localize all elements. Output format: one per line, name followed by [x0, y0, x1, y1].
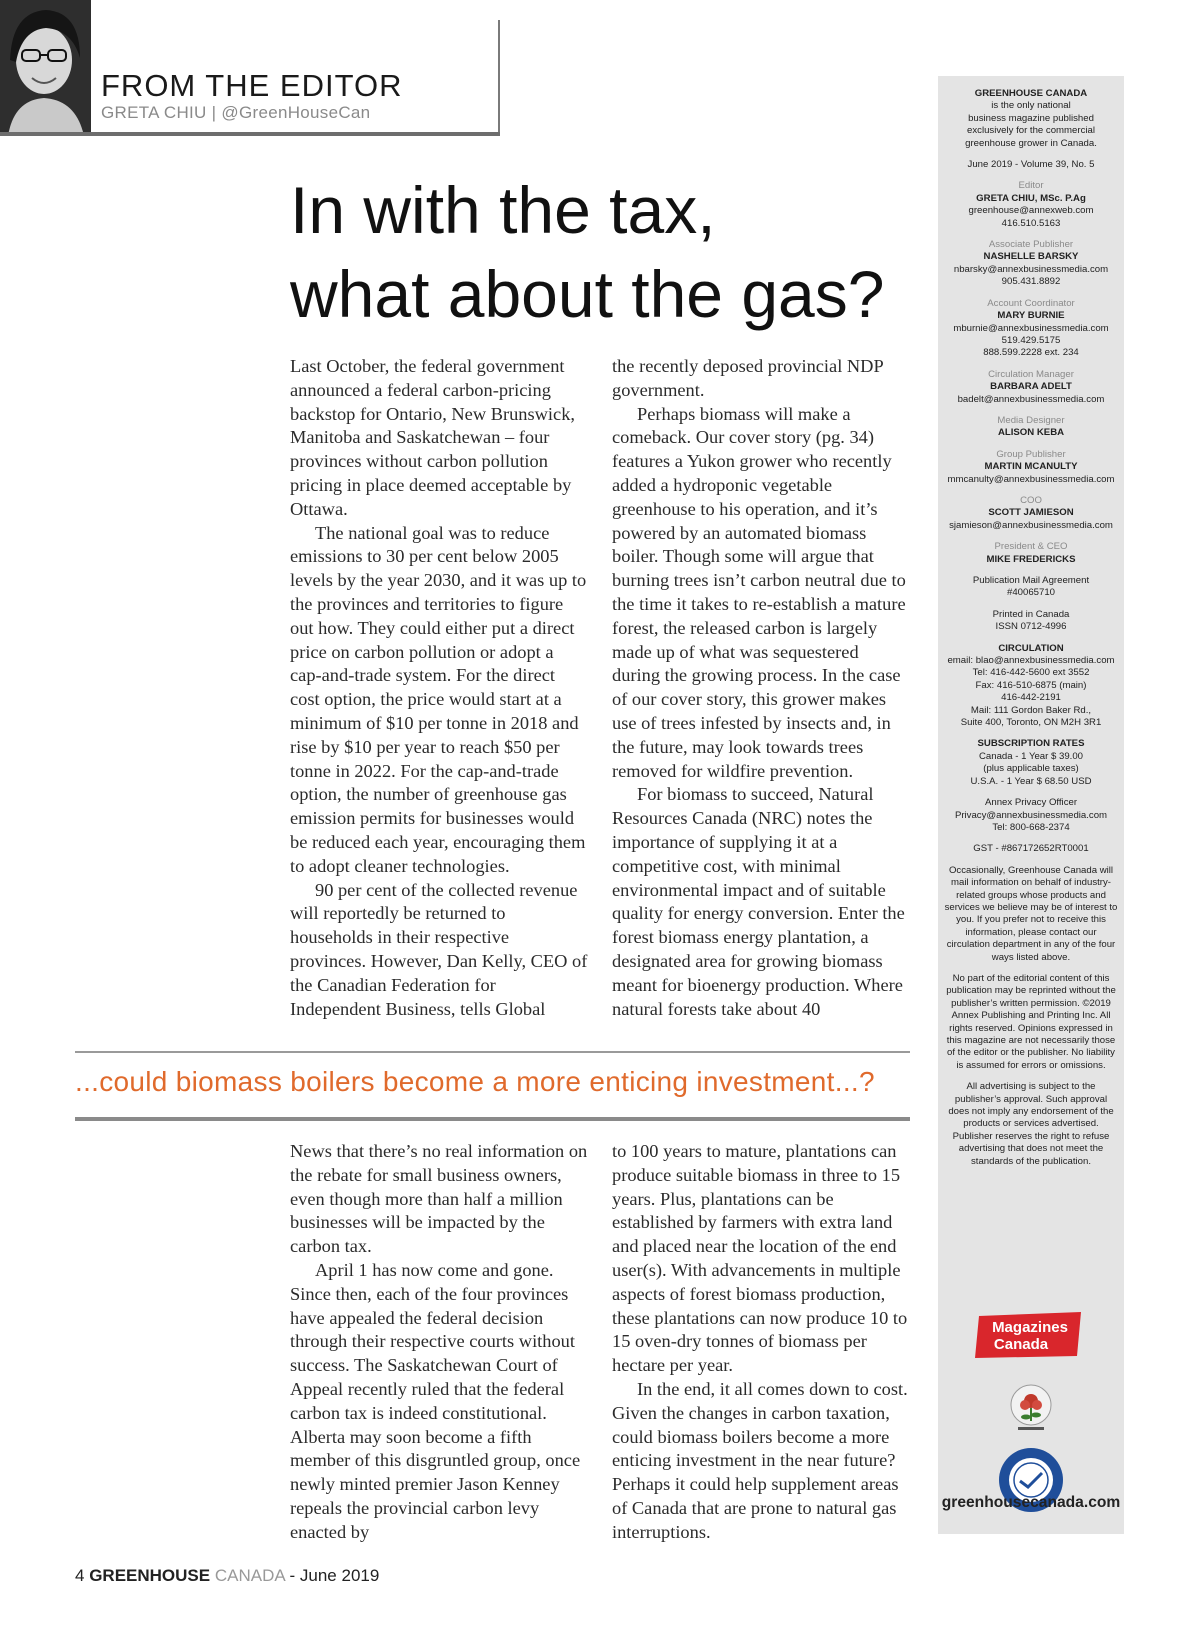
circulation-line: Fax: 416-510-6875 (main): [975, 679, 1087, 691]
headline-line-1: In with the tax,: [290, 173, 716, 247]
circulation-title: CIRCULATION: [998, 642, 1064, 654]
paragraph: to 100 years to mature, plantations can produce suitable biomass in three to 15 years. Plus, plantations can be established by farmers with extra land and placed near the location of the end user(s). With advancements in multiple aspects of forest biomass production, these plantations can now produce 10 to 15 oven-dry tonnes of biomass per hectare per year.: [612, 1141, 908, 1376]
staff-role: President & CEO: [994, 541, 1068, 553]
subscription-line: U.S.A. - 1 Year $ 68.50 USD: [970, 775, 1092, 787]
staff-media-designer: [938, 415, 1124, 440]
staff-contact: greenhouse@annexweb.com: [968, 205, 1094, 217]
privacy-officer: [938, 797, 1124, 834]
article-column-1: [290, 355, 588, 1021]
staff-name: MARTIN MCANULTY: [984, 461, 1078, 473]
flowers-canada-growers-logo: [1006, 1379, 1056, 1435]
paragraph: News that there’s no real information on the rebate for small business owners, even though more than half a million businesses will be impacted by the carbon tax.: [290, 1141, 588, 1257]
paragraph: Last October, the federal government announced a federal carbon-pricing backstop for Ontario, New Brunswick, Manitoba and Saskatchewan – four provinces without carbon pollution pricing in place deemed acceptable by Ottawa.: [290, 356, 575, 519]
headline: [290, 168, 930, 336]
subscription-rates: [938, 738, 1124, 788]
staff-president: [938, 541, 1124, 566]
paragraph: For biomass to succeed, Natural Resources Canada (NRC) notes the importance of supplying it at a competitive cost, with minimal environmental impact and of suitable quality for energy conversion. Enter the forest biomass energy plantation, a designated area for growing biomass meant for bioenergy production. Where natural forests take about 40: [612, 784, 905, 1019]
staff-editor: [938, 180, 1124, 230]
section-title: FROM THE EDITOR: [101, 68, 403, 103]
staff-name: NASHELLE BARSKY: [983, 251, 1079, 263]
staff-name: GRETA CHIU, MSc. P.Ag: [976, 192, 1086, 204]
copyright-notice: No part of the editorial content of this publication may be reprinted without the publisher’s written permission. ©2019 Annex Publishing and Printing Inc. All rights reserved. Opinions expressed in this magazine are not necessarily those of the editor or the publisher. No liability is assumed for errors or omissions.: [946, 972, 1116, 1071]
masthead-title: GREENHOUSE CANADA: [974, 88, 1088, 99]
subscription-line: (plus applicable taxes): [983, 763, 1079, 775]
magazines-canada-logo: [975, 1312, 1085, 1358]
staff-name: BARBARA ADELT: [990, 381, 1072, 393]
staff-contact: mmcanulty@annexbusinessmedia.com: [947, 473, 1115, 485]
gst-number: GST - #867172652RT0001: [973, 843, 1089, 855]
masthead-issue: June 2019 - Volume 39, No. 5: [967, 159, 1095, 171]
masthead-intro-line: business magazine published: [968, 112, 1094, 124]
masthead-intro-line: is the only national: [991, 100, 1071, 112]
header-divider-horizontal: [0, 132, 500, 136]
masthead-sidebar: [938, 76, 1124, 1534]
staff-contact: 416.510.5163: [1001, 217, 1061, 229]
headline-line-2: what about the gas?: [290, 257, 885, 331]
privacy-line: Annex Privacy Officer: [984, 797, 1078, 809]
advertising-notice: All advertising is subject to the publisher’s approval. Such approval does not imply any endorsement of the products or services advertised. Publisher reserves the right to refuse advertising that does not meet the standards of the publication.: [948, 1081, 1114, 1167]
article-column-2: [612, 355, 910, 1021]
mail-notice: Occasionally, Greenhouse Canada will mail information on behalf of industry-related groups whose products and services we believe may be of interest to you. If you prefer not to receive this information, please contact our circulation department in any of the four ways listed above.: [944, 864, 1118, 963]
pullquote-rule-bottom: [75, 1117, 910, 1121]
privacy-line: Privacy@annexbusinessmedia.com: [954, 809, 1108, 821]
staff-name: ALISON KEBA: [997, 427, 1065, 439]
masthead-intro: [938, 88, 1124, 150]
staff-coo: [938, 495, 1124, 532]
mail-line: Publication Mail Agreement: [972, 575, 1090, 586]
staff-role: Group Publisher: [996, 448, 1066, 460]
printed-info: [938, 609, 1124, 634]
staff-group-publisher: [938, 449, 1124, 486]
masthead-intro-line: greenhouse grower in Canada.: [965, 137, 1097, 149]
staff-role: Circulation Manager: [988, 368, 1074, 380]
paragraph: The national goal was to reduce emissions to 30 per cent below 2005 levels by the year 2030, and it was up to the provinces and territories to figure out how. They could either put a direct price on carbon pollution or adopt a cap-and-trade system. For the direct cost option, the price would start at a minimum of $10 per tonne in 2018 and rise by $10 per year to reach $50 per tonne in 2022. For the cap-and-trade option, the number of greenhouse gas emission permits for businesses would be reduced each year, encouraging them to adopt cleaner technologies.: [290, 522, 587, 876]
staff-circulation-manager: [938, 369, 1124, 406]
staff-account-coordinator: [938, 298, 1124, 360]
circulation-line: Tel: 416-442-5600 ext 3552: [972, 667, 1090, 679]
canada-logo-word: Canada: [993, 1336, 1049, 1353]
footer-mag-name-bold: GREENHOUSE: [89, 1566, 211, 1585]
footer-mag-name-light: CANADA: [214, 1566, 285, 1585]
paragraph: April 1 has now come and gone. Since then, each of the four provinces have appealed the federal decision through their respective courts without success. The Saskatchewan Court of Appeal recently ruled that the federal carbon tax is indeed constitutional. Alberta may soon become a fifth member of this disgruntled group, once newly minted premier Jason Kenney repeals the provincial carbon levy enacted by: [290, 1259, 581, 1542]
subscription-title: SUBSCRIPTION RATES: [977, 738, 1085, 750]
paragraph: the recently deposed provincial NDP government.: [612, 356, 884, 400]
staff-associate-publisher: [938, 239, 1124, 289]
staff-role: COO: [1020, 494, 1042, 506]
staff-role: Editor: [1018, 180, 1044, 192]
privacy-line: Tel: 800-668-2374: [992, 821, 1070, 833]
pullquote: ...could biomass boilers become a more enticing investment...?: [75, 1066, 875, 1097]
header-divider-vertical: [498, 20, 500, 134]
footer-date: - June 2019: [289, 1566, 380, 1585]
circulation-line: 416-442-2191: [1001, 692, 1061, 704]
staff-contact: 519.429.5175: [1001, 334, 1061, 346]
staff-contact: nbarsky@annexbusinessmedia.com: [953, 263, 1109, 275]
staff-name: SCOTT JAMIESON: [988, 507, 1074, 519]
page-number: 4: [75, 1566, 85, 1585]
staff-contact: mburnie@annexbusinessmedia.com: [953, 322, 1109, 334]
staff-role: Media Designer: [997, 414, 1065, 426]
article-column-3: [290, 1140, 588, 1545]
paragraph: 90 per cent of the collected revenue will reportedly be returned to households in their respective provinces. However, Dan Kelly, CEO of the Canadian Federation for Independent Business, tells Global: [290, 879, 588, 1019]
staff-role: Account Coordinator: [987, 297, 1075, 309]
staff-contact: 888.599.2228 ext. 234: [983, 347, 1079, 359]
masthead-intro-line: exclusively for the commercial: [967, 125, 1095, 137]
page-footer: [75, 1566, 379, 1586]
circulation-line: email: blao@annexbusinessmedia.com: [947, 655, 1115, 667]
website-link[interactable]: greenhousecanada.com: [941, 1494, 1121, 1511]
magazines-logo-word: Magazines: [992, 1319, 1068, 1336]
staff-name: MARY BURNIE: [997, 310, 1065, 322]
circulation-line: Suite 400, Toronto, ON M2H 3R1: [960, 717, 1102, 729]
editor-photo: [0, 0, 91, 136]
editor-byline: GRETA CHIU | @GreenHouseCan: [101, 103, 371, 122]
staff-contact: badelt@annexbusinessmedia.com: [957, 393, 1105, 405]
publication-mail: [938, 575, 1124, 600]
subscription-line: Canada - 1 Year $ 39.00: [978, 750, 1084, 762]
staff-contact: sjamieson@annexbusinessmedia.com: [949, 519, 1113, 531]
paragraph: In the end, it all comes down to cost. Given the changes in carbon taxation, could biomass boilers become a more enticing investment in the near future? Perhaps it could help supplement areas of Canada that are prone to natural gas interruptions.: [612, 1378, 908, 1542]
pullquote-rule-top: [75, 1051, 910, 1053]
mail-line: #40065710: [1006, 587, 1056, 599]
paragraph: Perhaps biomass will make a comeback. Our cover story (pg. 34) features a Yukon grower who recently added a hydroponic vegetable greenhouse to his operation, and it’s powered by an automated biomass boiler. Though some will argue that burning trees isn’t carbon neutral due to the time it takes to re-establish a mature forest, the released carbon is largely made up of what was sequestered during the growing process. In the case of our cover story, this grower makes use of trees infested by insects and, in the future, may look towards trees removed for wildfire prevention.: [612, 403, 906, 781]
staff-name: MIKE FREDERICKS: [986, 553, 1076, 565]
staff-contact: 905.431.8892: [1001, 276, 1061, 288]
circulation-line: Mail: 111 Gordon Baker Rd.,: [970, 704, 1092, 716]
printed-line: ISSN 0712-4996: [995, 621, 1067, 633]
circulation-info: [938, 643, 1124, 730]
staff-role: Associate Publisher: [988, 239, 1074, 251]
printed-line: Printed in Canada: [992, 608, 1070, 620]
article-column-4: [612, 1140, 910, 1545]
